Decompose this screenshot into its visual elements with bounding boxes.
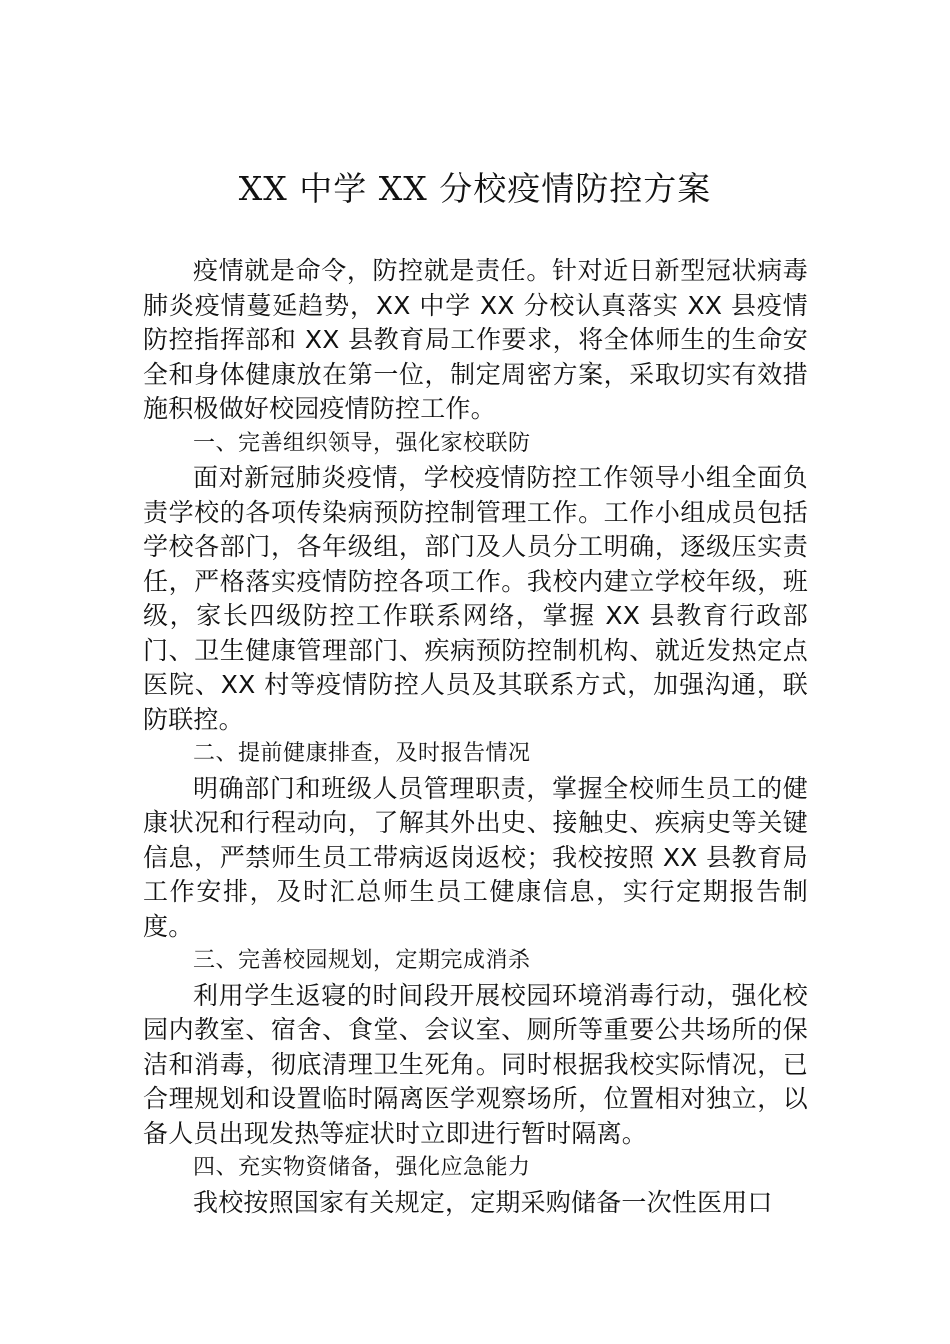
section-heading-2: 二、提前健康排查，及时报告情况 xyxy=(193,741,531,766)
paragraph-section-4: 我校按照国家有关规定，定期采购储备一次性医用口 xyxy=(193,1187,773,1217)
paragraph-section-1: 面对新冠肺炎疫情，学校疫情防控工作领导小组全面负责学校的各项传染病预防控制管理工作。工作小组成员包括学校各部门，各年级组，部门及人员分工明确，逐级压实责任，严格落实疫情防控各项工作。我校内建立学校年级，班级，家长四级防控工作联系网络，掌握 XX 县教育行政部门、卫生健康管理部门、疾病预防控制机构、就近发热定点医院、XX 村等疫情防控人员及其联系方式，加强沟通，联防联控。 xyxy=(143,463,808,734)
document-body xyxy=(143,254,808,1220)
document-title: XX 中学 XX 分校疫情防控方案 xyxy=(238,169,712,208)
section-heading-1: 一、完善组织领导，强化家校联防 xyxy=(193,430,531,456)
section-heading-4: 四、充实物资储备，强化应急能力 xyxy=(193,1155,531,1180)
section-heading-3: 三、完善校园规划，定期完成消杀 xyxy=(193,948,531,973)
paragraph-section-3: 利用学生返寝的时间段开展校园环境消毒行动，强化校园内教室、宿舍、食堂、会议室、厕所等重要公共场所的保洁和消毒，彻底清理卫生死角。同时根据我校实际情况，已合理规划和设置临时隔离医学观察场所，位置相对独立，以备人员出现发热等症状时立即进行暂时隔离。 xyxy=(143,980,808,1148)
paragraph-section-2: 明确部门和班级人员管理职责，掌握全校师生员工的健康状况和行程动向，了解其外出史、接触史、疾病史等关键信息，严禁师生员工带病返岗返校；我校按照 XX 县教育局工作安排，及时汇总师生员工健康信息，实行定期报告制度。 xyxy=(143,773,808,941)
paragraph-intro: 疫情就是命令，防控就是责任。针对近日新型冠状病毒肺炎疫情蔓延趋势，XX 中学 XX 分校认真落实 XX 县疫情防控指挥部和 XX 县教育局工作要求，将全体师生的生命安全和身体健康放在第一位，制定周密方案，采取切实有效措施积极做好校园疫情防控工作。 xyxy=(143,256,808,423)
